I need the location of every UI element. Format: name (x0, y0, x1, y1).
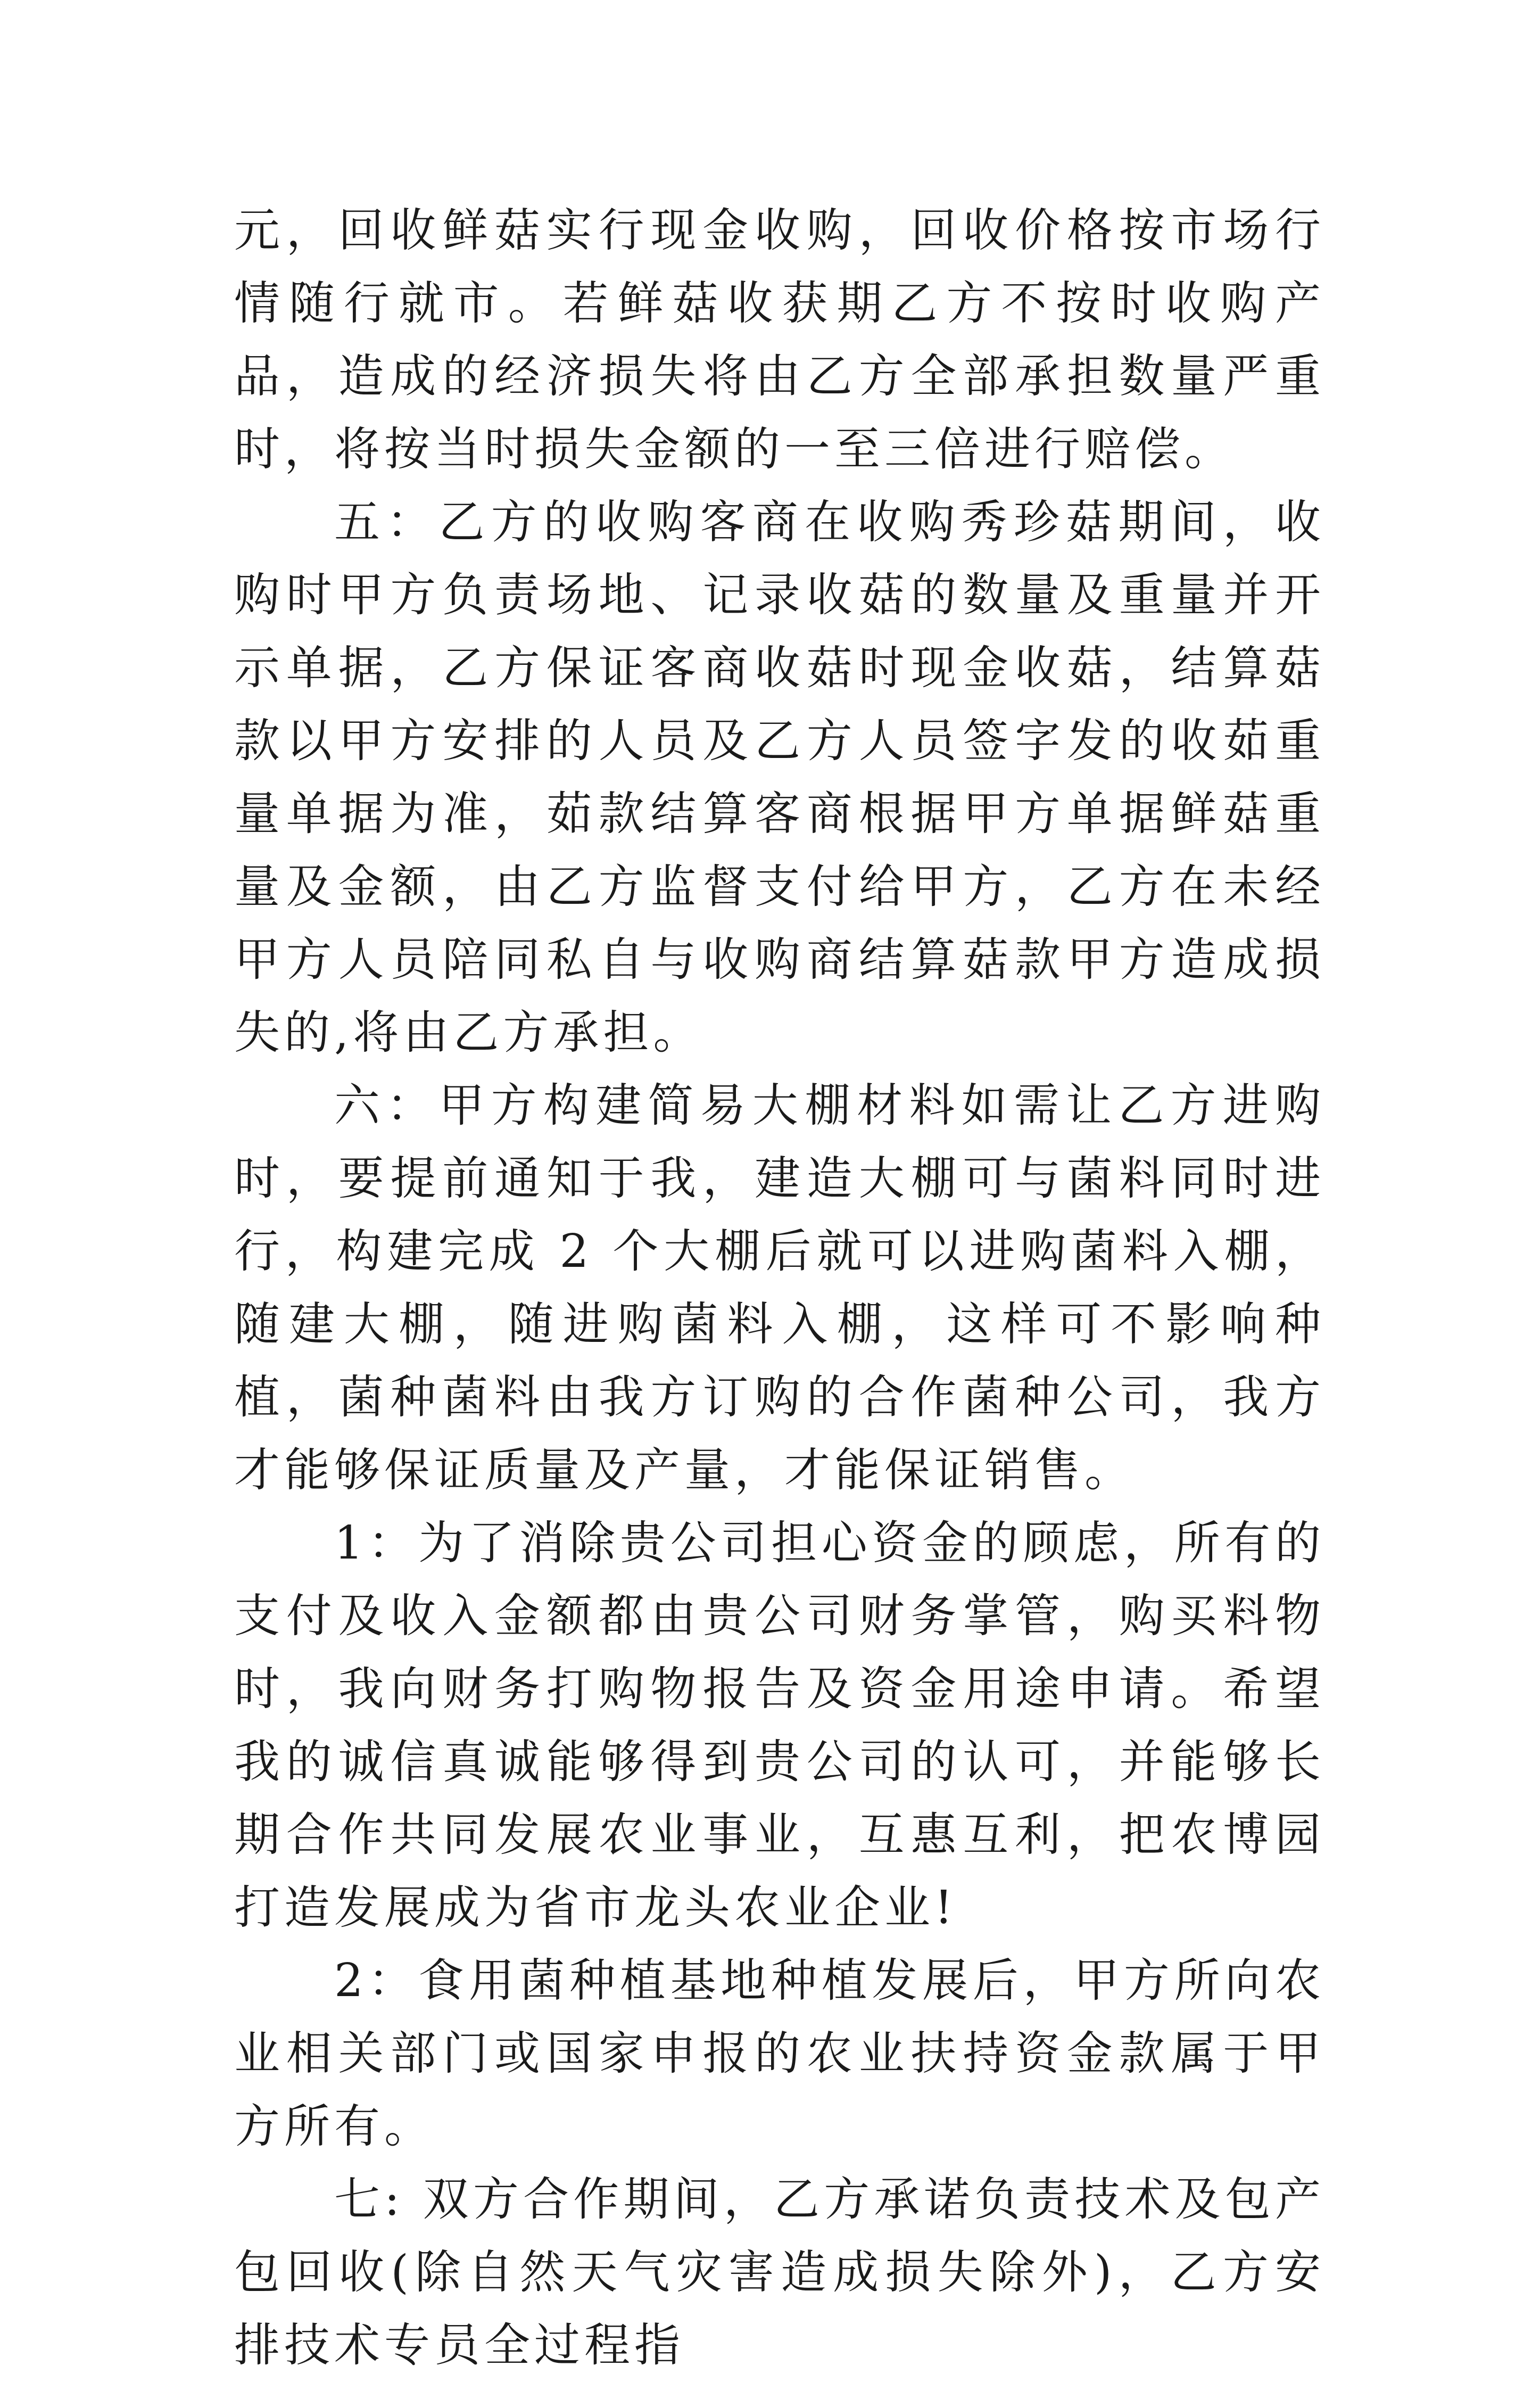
paragraph-clause-seven: 七: 双方合作期间，乙方承诺负责技术及包产包回收(除自然天气灾害造成损失除外)，乙方安排技术专员全过程指 (234, 2173, 1325, 2372)
paragraph-clause-six: 六：甲方构建简易大棚材料如需让乙方进购时，要提前通知于我，建造大棚可与菌料同时进行，构建完成 2 个大棚后就可以进购菌料入棚，随建大棚，随进购菌料入棚，这样可不影响种植，菌种菌料由我方订购的合作菌种公司，我方才能够保证质量及产量，才能保证销售。 (234, 1079, 1325, 1497)
document-body (234, 194, 1325, 2382)
paragraph-item-two: 2：食用菌种植基地种植发展后，甲方所向农业相关部门或国家申报的农业扶持资金款属于甲方所有。 (234, 1954, 1325, 2153)
paragraph-item-one: 1：为了消除贵公司担心资金的顾虑，所有的支付及收入金额都由贵公司财务掌管，购买料物时，我向财务打购物报告及资金用途申请。希望我的诚信真诚能够得到贵公司的认可，并能够长期合作共同发展农业事业，互惠互利，把农博园打造发展成为省市龙头农业企业! (234, 1516, 1325, 1934)
paragraph-payment-terms: 元，回收鲜菇实行现金收购，回收价格按市场行情随行就市。若鲜菇收获期乙方不按时收购产品，造成的经济损失将由乙方全部承担数量严重时，将按当时损失金额的一至三倍进行赔偿。 (234, 204, 1325, 476)
paragraph-clause-five: 五：乙方的收购客商在收购秀珍菇期间，收购时甲方负责场地、记录收菇的数量及重量并开示单据，乙方保证客商收菇时现金收菇，结算菇款以甲方安排的人员及乙方人员签字发的收茹重量单据为准，茹款结算客商根据甲方单据鲜菇重量及金额，由乙方监督支付给甲方，乙方在未经甲方人员陪同私自与收购商结算菇款甲方造成损失的,将由乙方承担。 (234, 496, 1325, 1059)
